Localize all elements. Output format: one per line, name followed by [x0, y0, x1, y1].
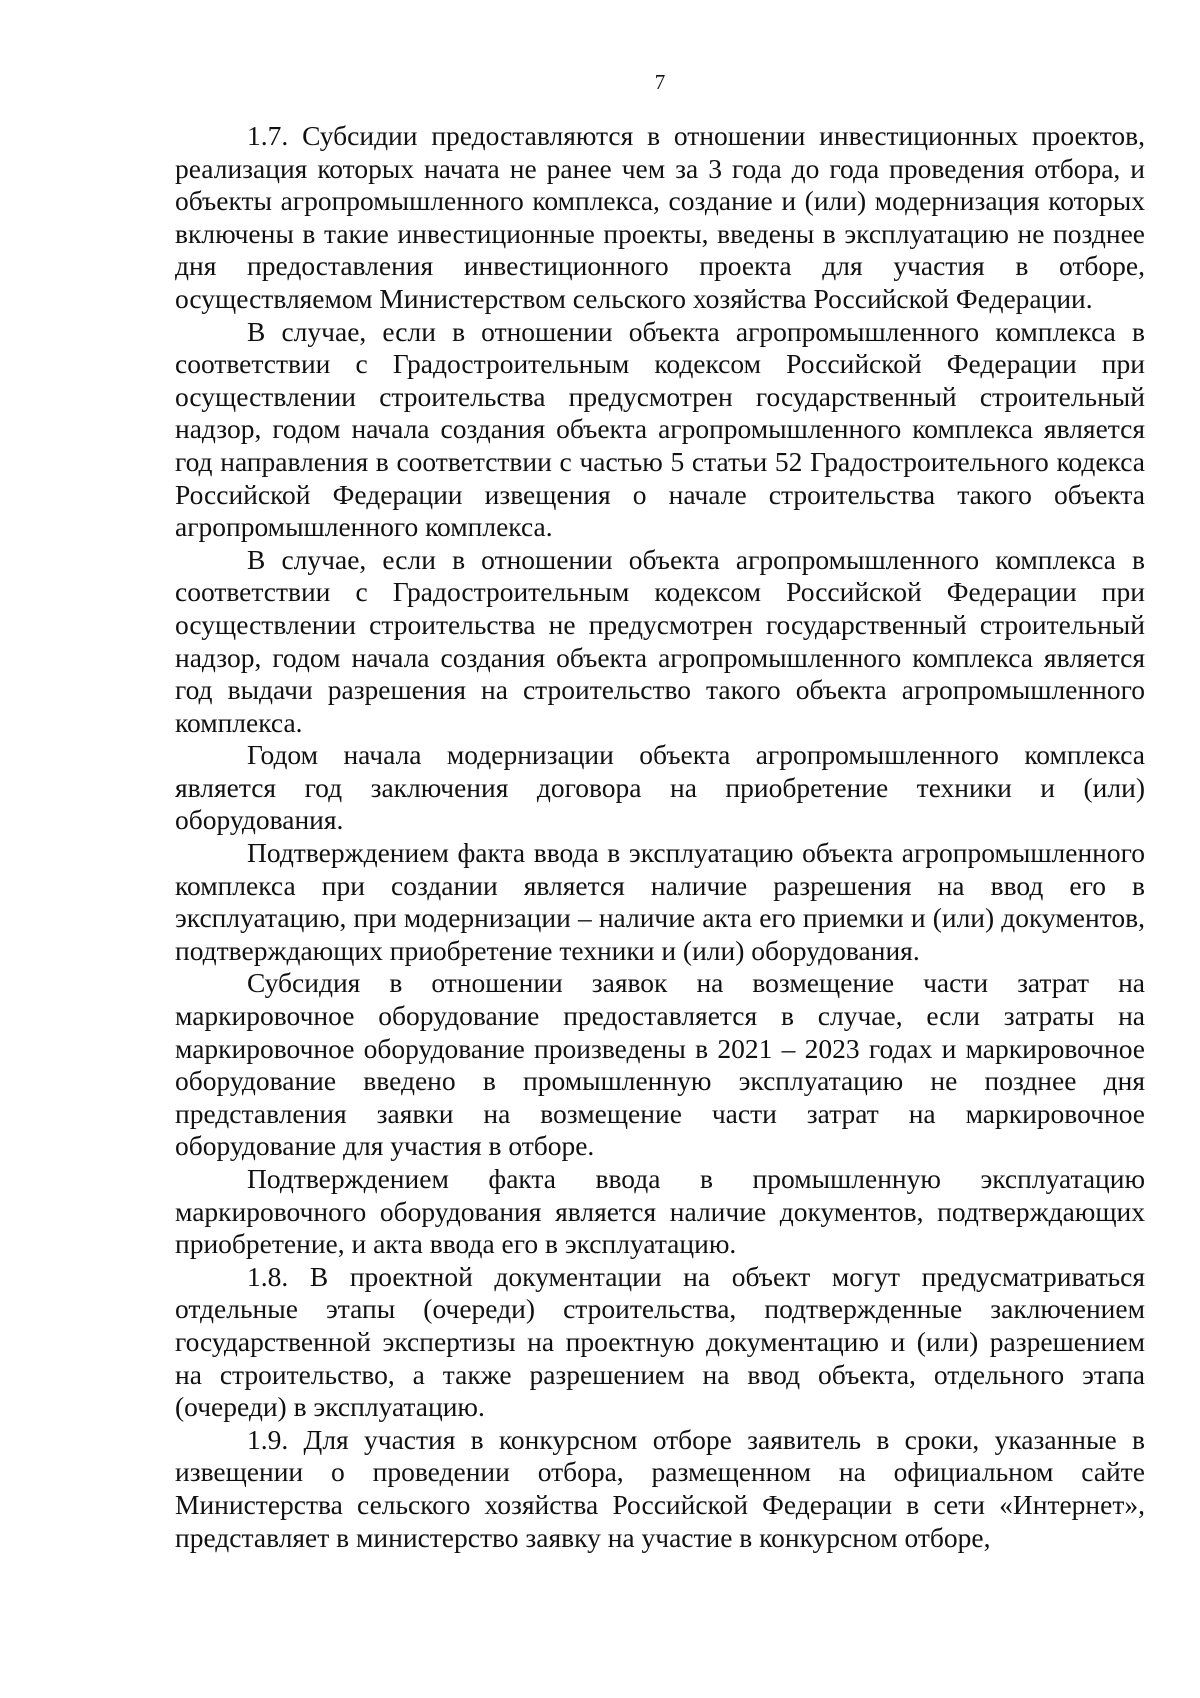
- paragraph-marking-equipment-subsidy: Субсидия в отношении заявок на возмещение части затрат на маркировочное оборудование предоставляется в случае, если затраты на маркировочное оборудование произведены в 2021 – 2023 годах и маркировочное оборудование введено в промышленную эксплуатацию не позднее дня представления заявки на возмещение части затрат на маркировочное оборудование для участия в отборе.: [175, 967, 1145, 1162]
- document-body: [175, 120, 1145, 1554]
- paragraph-marking-equipment-confirmation: Подтверждением факта ввода в промышленную эксплуатацию маркировочного оборудования является наличие документов, подтверждающих приобретение, и акта ввода его в эксплуатацию.: [175, 1163, 1145, 1260]
- paragraph-1-8: 1.8. В проектной документации на объект могут предусматриваться отдельные этапы (очереди) строительства, подтвержденные заключением государственной экспертизы на проектную документацию и (или) разрешением на строительство, а также разрешением на ввод объекта, отдельного этапа (очереди) в эксплуатацию.: [175, 1260, 1145, 1423]
- paragraph-commissioning-confirmation: Подтверждением факта ввода в эксплуатацию объекта агропромышленного комплекса при создании является наличие разрешения на ввод его в эксплуатацию, при модернизации – наличие акта его приемки и (или) документов, подтверждающих приобретение техники и (или) оборудования.: [175, 837, 1145, 966]
- paragraph-modernization-start-year: Годом начала модернизации объекта агропромышленного комплекса является год заключения договора на приобретение техники и (или) оборудования.: [175, 739, 1145, 836]
- paragraph-state-supervision-not-required: В случае, если в отношении объекта агропромышленного комплекса в соответствии с Градостроительным кодексом Российской Федерации при осуществлении строительства не предусмотрен государственный строительный надзор, годом начала создания объекта агропромышленного комплекса является год выдачи разрешения на строительство такого объекта агропромышленного комплекса.: [175, 543, 1145, 738]
- paragraph-state-supervision-required: В случае, если в отношении объекта агропромышленного комплекса в соответствии с Градостроительным кодексом Российской Федерации при осуществлении строительства предусмотрен государственный строительный надзор, годом начала создания объекта агропромышленного комплекса является год направления в соответствии с частью 5 статьи 52 Градостроительного кодекса Российской Федерации извещения о начале строительства такого объекта агропромышленного комплекса.: [175, 315, 1145, 543]
- page-number: 7: [654, 70, 666, 94]
- paragraph-1-9: 1.9. Для участия в конкурсном отборе заявитель в сроки, указанные в извещении о проведении отбора, размещенном на официальном сайте Министерства сельского хозяйства Российской Федерации в сети «Интернет», представляет в министерство заявку на участие в конкурсном отборе,: [175, 1423, 1145, 1553]
- paragraph-1-7: 1.7. Субсидии предоставляются в отношении инвестиционных проектов, реализация которых начата не ранее чем за 3 года до года проведения отбора, и объекты агропромышленного комплекса, создание и (или) модернизация которых включены в такие инвестиционные проекты, введены в эксплуатацию не позднее дня предоставления инвестиционного проекта для участия в отборе, осуществляемом Министерством сельского хозяйства Российской Федерации.: [175, 120, 1145, 314]
